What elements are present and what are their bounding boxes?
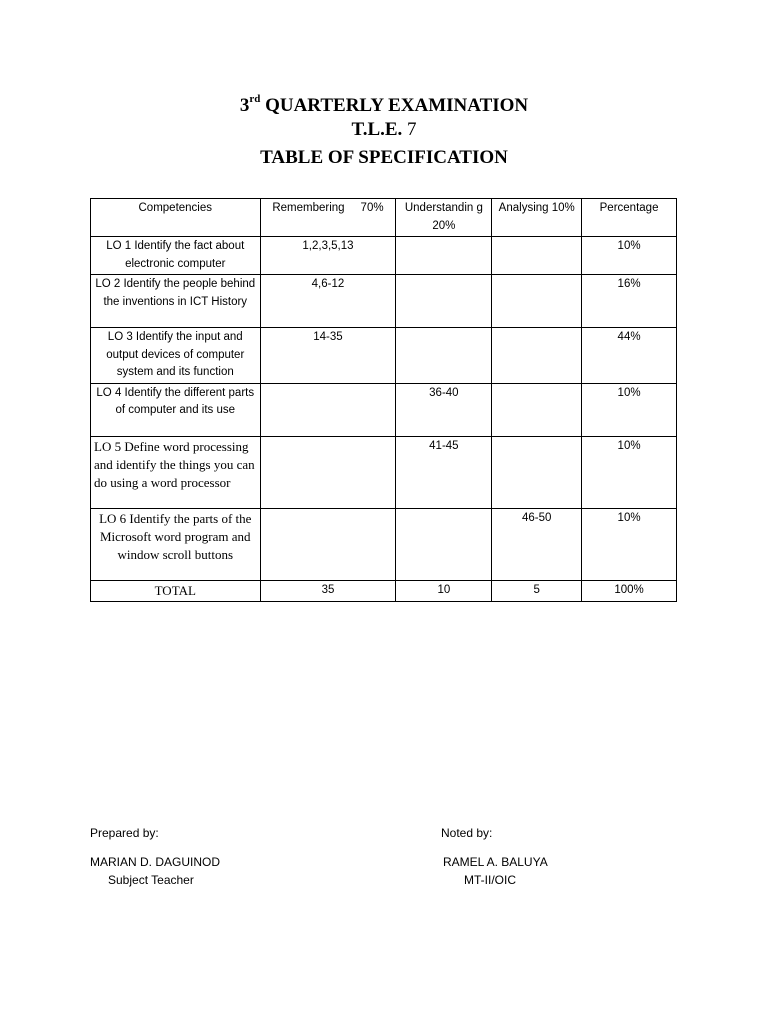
- header-remembering: Remembering 70%: [260, 199, 396, 237]
- total-row: [91, 580, 677, 601]
- percentage-cell: 44%: [582, 328, 677, 384]
- understanding-cell: [396, 508, 492, 580]
- understanding-cell: [396, 237, 492, 275]
- noted-by-role: MT-II/OIC: [464, 873, 516, 887]
- total-percentage: 100%: [582, 580, 677, 601]
- document-title: TABLE OF SPECIFICATION: [260, 147, 508, 168]
- table-row: [91, 328, 677, 384]
- competency-cell: LO 5 Define word processing and identify the things you can do using a word processor: [91, 436, 261, 508]
- table-row: [91, 436, 677, 508]
- percentage-cell: 10%: [582, 436, 677, 508]
- table-row: [91, 383, 677, 436]
- specification-table: [90, 198, 677, 602]
- analysing-cell: 46-50: [492, 508, 582, 580]
- understanding-cell: 36-40: [396, 383, 492, 436]
- header-analysing: Analysing 10%: [492, 199, 582, 237]
- noted-by-label: Noted by:: [441, 826, 493, 840]
- understanding-cell: [396, 328, 492, 384]
- table-header-row: [91, 199, 677, 237]
- percentage-cell: 10%: [582, 508, 677, 580]
- exam-title: [0, 94, 768, 118]
- remembering-cell: 4,6-12: [260, 275, 396, 328]
- ordinal-number: 3: [239, 95, 250, 116]
- analysing-cell: [492, 237, 582, 275]
- analysing-cell: [492, 275, 582, 328]
- competency-cell: LO 2 Identify the people behind the inventions in ICT History: [91, 275, 261, 328]
- prepared-by-role: Subject Teacher: [108, 873, 194, 887]
- remembering-cell: [260, 383, 396, 436]
- table-row: [91, 508, 677, 580]
- remembering-cell: [260, 508, 396, 580]
- analysing-cell: [492, 383, 582, 436]
- analysing-cell: [492, 436, 582, 508]
- prepared-by-name: MARIAN D. DAGUINOD: [90, 855, 221, 869]
- total-analysing: 5: [492, 580, 582, 601]
- exam-title-text: QUARTERLY EXAMINATION: [260, 95, 529, 116]
- header-understanding: Understandin g 20%: [396, 199, 492, 237]
- competency-cell: LO 1 Identify the fact about electronic computer: [91, 237, 261, 275]
- total-understanding: 10: [396, 580, 492, 601]
- remembering-cell: [260, 436, 396, 508]
- prepared-by-label: Prepared by:: [90, 826, 159, 840]
- table-row: [91, 237, 677, 275]
- subject-code: T.L.E.: [351, 119, 403, 140]
- percentage-cell: 10%: [582, 383, 677, 436]
- header-competencies: Competencies: [91, 199, 261, 237]
- total-remembering: 35: [260, 580, 396, 601]
- percentage-cell: 16%: [582, 275, 677, 328]
- competency-cell: LO 4 Identify the different parts of computer and its use: [91, 383, 261, 436]
- understanding-cell: 41-45: [396, 436, 492, 508]
- table-row: [91, 275, 677, 328]
- understanding-cell: [396, 275, 492, 328]
- competency-cell: LO 3 Identify the input and output devices of computer system and its function: [91, 328, 261, 384]
- header-percentage: Percentage: [582, 199, 677, 237]
- ordinal-suffix: rd: [249, 93, 261, 105]
- analysing-cell: [492, 328, 582, 384]
- remembering-cell: 1,2,3,5,13: [260, 237, 396, 275]
- noted-by-name: RAMEL A. BALUYA: [443, 855, 548, 869]
- subject-title: [0, 118, 768, 142]
- subject-grade: 7: [402, 119, 417, 140]
- percentage-cell: 10%: [582, 237, 677, 275]
- competency-cell: LO 6 Identify the parts of the Microsoft word program and window scroll buttons: [91, 508, 261, 580]
- remembering-cell: 14-35: [260, 328, 396, 384]
- total-label: TOTAL: [91, 580, 261, 601]
